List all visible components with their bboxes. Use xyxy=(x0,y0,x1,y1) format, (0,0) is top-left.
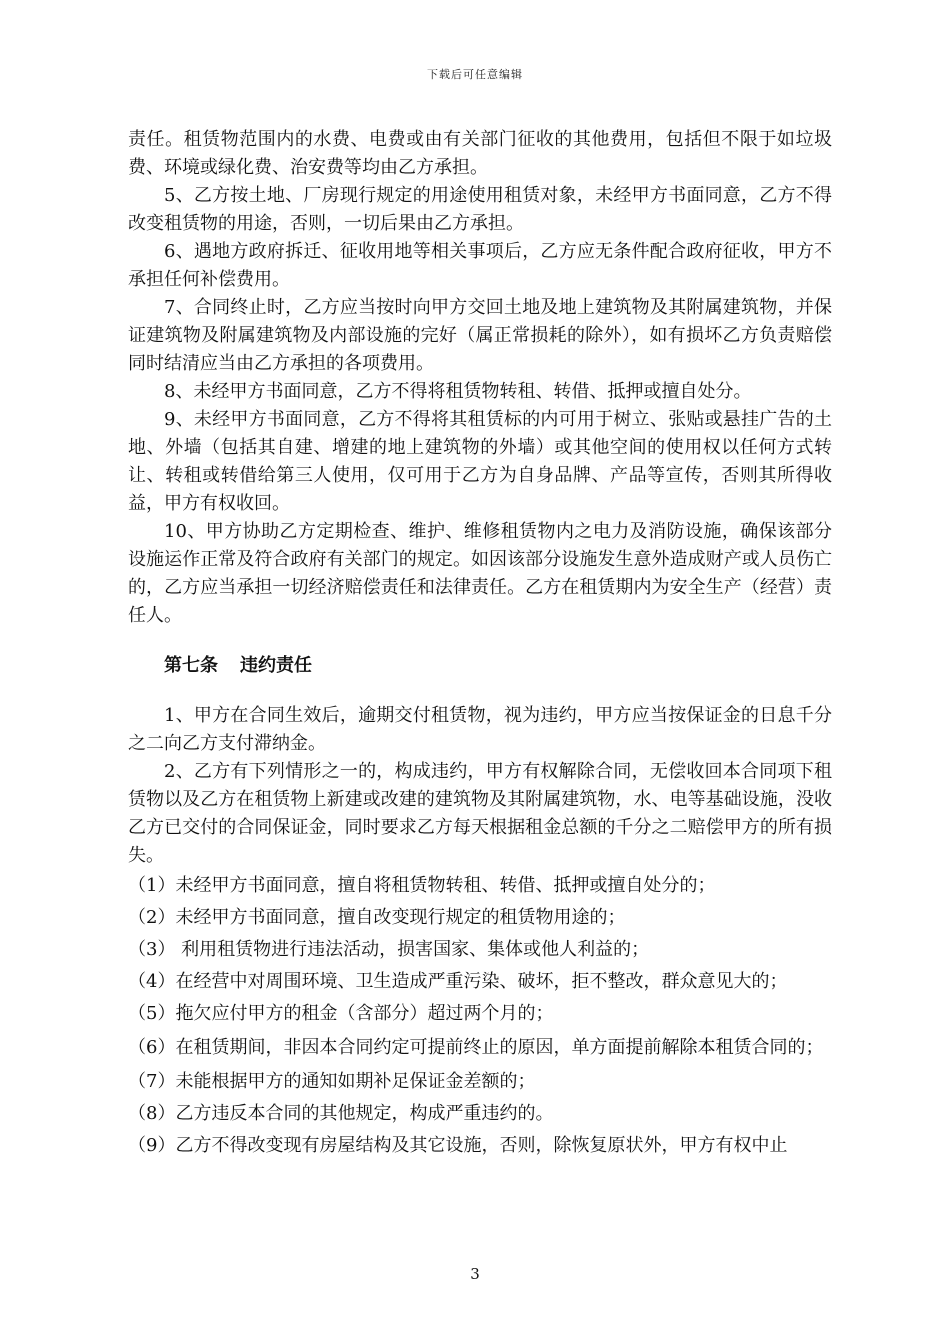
section-title: 违约责任 xyxy=(240,655,312,676)
list-item: （1）未经甲方书面同意，擅自将租赁物转租、转借、抵押或擅自处分的； xyxy=(128,875,716,896)
list-item: （5）拖欠应付甲方的租金（含部分）超过两个月的； xyxy=(128,1003,554,1024)
paragraph: 10、甲方协助乙方定期检查、维护、维修租赁物内之电力及消防设施，确保该部分设施运作正常及符合政府有关部门的规定。如因该部分设施发生意外造成财产或人员伤亡的，乙方应当承担一切经济赔偿责任和法律责任。乙方在租赁期内为安全生产（经营）责任人。 xyxy=(128,521,832,626)
paragraph: 责任。租赁物范围内的水费、电费或由有关部门征收的其他费用，包括但不限于如垃圾费、环境或绿化费、治安费等均由乙方承担。 xyxy=(128,129,832,178)
list-item: （7）未能根据甲方的通知如期补足保证金差额的； xyxy=(128,1071,536,1092)
paragraph: 6、遇地方政府拆迁、征收用地等相关事项后，乙方应无条件配合政府征收，甲方不承担任何补偿费用。 xyxy=(128,241,832,290)
paragraph: 5、乙方按土地、厂房现行规定的用途使用租赁对象，未经甲方书面同意，乙方不得改变租赁物的用途，否则，一切后果由乙方承担。 xyxy=(128,185,832,234)
paragraph: 8、未经甲方书面同意，乙方不得将租赁物转租、转借、抵押或擅自处分。 xyxy=(164,381,752,402)
page-header: 下载后可任意编辑 xyxy=(427,68,523,81)
section-heading xyxy=(128,652,832,680)
list-item: （8）乙方违反本合同的其他规定，构成严重违约的。 xyxy=(128,1103,554,1124)
section-number: 第七条 xyxy=(164,655,218,676)
paragraph: 1、甲方在合同生效后，逾期交付租赁物，视为违约，甲方应当按保证金的日息千分之二向乙方支付滞纳金。 xyxy=(128,705,832,754)
page-number: 3 xyxy=(470,1265,480,1283)
list-item: （6）在租赁期间，非因本合同约定可提前终止的原因，单方面提前解除本租赁合同的； xyxy=(128,1037,824,1058)
list-item: （4）在经营中对周围环境、卫生造成严重污染、破坏，拒不整改，群众意见大的； xyxy=(128,971,788,992)
document-body xyxy=(128,126,832,1162)
paragraph: 9、未经甲方书面同意，乙方不得将其租赁标的内可用于树立、张贴或悬挂广告的土地、外墙（包括其自建、增建的地上建筑物的外墙）或其他空间的使用权以任何方式转让、转租或转借给第三人使用，仅可用于乙方为自身品牌、产品等宣传，否则其所得收益，甲方有权收回。 xyxy=(128,409,832,514)
paragraph: 2、乙方有下列情形之一的，构成违约，甲方有权解除合同，无偿收回本合同项下租赁物以及乙方在租赁物上新建或改建的建筑物及其附属建筑物，水、电等基础设施，没收乙方已交付的合同保证金，同时要求乙方每天根据租金总额的千分之二赔偿甲方的所有损失。 xyxy=(128,761,832,866)
paragraph: 7、合同终止时，乙方应当按时向甲方交回土地及地上建筑物及其附属建筑物，并保证建筑物及附属建筑物及内部设施的完好（属正常损耗的除外），如有损坏乙方负责赔偿同时结清应当由乙方承担的各项费用。 xyxy=(128,297,832,374)
list-item: （9）乙方不得改变现有房屋结构及其它设施，否则，除恢复原状外，甲方有权中止 xyxy=(128,1135,788,1156)
list-item: （3） 利用租赁物进行违法活动，损害国家、集体或他人利益的； xyxy=(128,939,650,960)
list-item: （2）未经甲方书面同意，擅自改变现行规定的租赁物用途的； xyxy=(128,907,626,928)
